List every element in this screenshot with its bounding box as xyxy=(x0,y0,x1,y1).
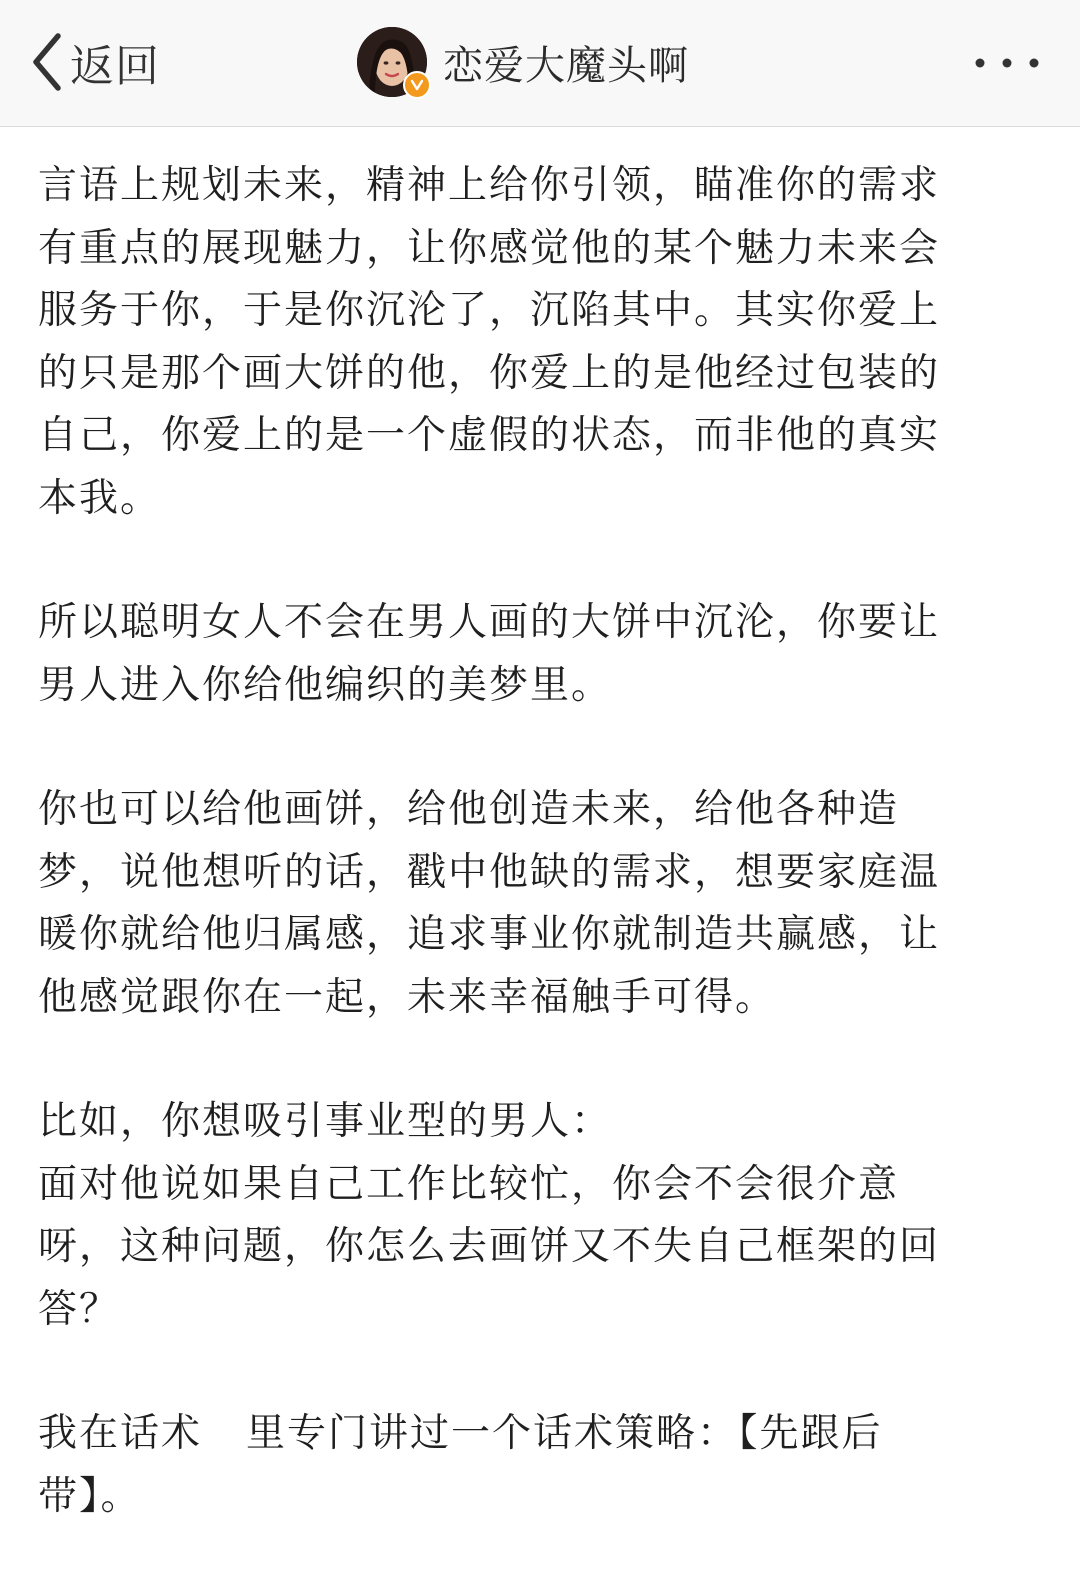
post-paragraph xyxy=(38,155,998,530)
back-button[interactable] xyxy=(30,30,160,94)
text-line: 的只是那个画大饼的他，你爱上的是他经过包装的 xyxy=(38,350,941,396)
profile-header[interactable] xyxy=(357,26,689,98)
text-line: 他感觉跟你在一起，未来幸福触手可得。 xyxy=(38,974,777,1020)
text-line: 本我。 xyxy=(38,475,162,521)
more-options-button[interactable] xyxy=(972,46,1042,80)
post-paragraph xyxy=(38,1091,998,1341)
text-line: 自己，你爱上的是一个虚假的状态，而非他的真实 xyxy=(38,413,941,458)
text-line: 有重点的展现魅力，让你感觉他的某个魅力未来会 xyxy=(38,225,941,271)
text-segment: 我在话术 xyxy=(38,1411,203,1456)
post-paragraph xyxy=(38,592,998,717)
text-line: 所以聪明女人不会在男人画的大饼中沉沦，你要让 xyxy=(38,600,941,645)
post-content xyxy=(38,155,998,1528)
text-line: 答？ xyxy=(38,1286,121,1332)
text-line: 比如，你想吸引事业型的男人： xyxy=(38,1099,613,1144)
text-line: 你也可以给他画饼，给他创造未来，给他各种造 xyxy=(38,787,900,832)
chevron-left-icon xyxy=(30,32,64,92)
text-line: 带】。 xyxy=(38,1473,142,1519)
text-segment: 里专门讲过一个话术策略：【先跟后 xyxy=(246,1411,883,1456)
username[interactable]: 恋爱大魔头啊 xyxy=(443,42,689,89)
more-dots-icon xyxy=(972,65,1042,84)
post-paragraph xyxy=(38,779,998,1029)
top-nav-bar xyxy=(0,0,1080,127)
text-line xyxy=(38,1403,998,1466)
text-line: 男人进入你给他编织的美梦里。 xyxy=(38,662,613,708)
text-line: 暖你就给他归属感，追求事业你就制造共赢感，让 xyxy=(38,912,941,957)
text-line: 梦，说他想听的话，戳中他缺的需求，想要家庭温 xyxy=(38,849,941,895)
text-line: 言语上规划未来，精神上给你引领，瞄准你的需求 xyxy=(38,163,941,208)
text-line: 呀，这种问题，你怎么去画饼又不失自己框架的回 xyxy=(38,1224,941,1269)
verified-badge-icon xyxy=(403,71,431,99)
post-paragraph xyxy=(38,1403,998,1528)
back-label: 返回 xyxy=(70,41,160,92)
avatar[interactable] xyxy=(357,27,427,97)
text-line: 面对他说如果自己工作比较忙，你会不会很介意 xyxy=(38,1161,900,1207)
text-line: 服务于你，于是你沉沦了，沉陷其中。其实你爱上 xyxy=(38,288,941,333)
